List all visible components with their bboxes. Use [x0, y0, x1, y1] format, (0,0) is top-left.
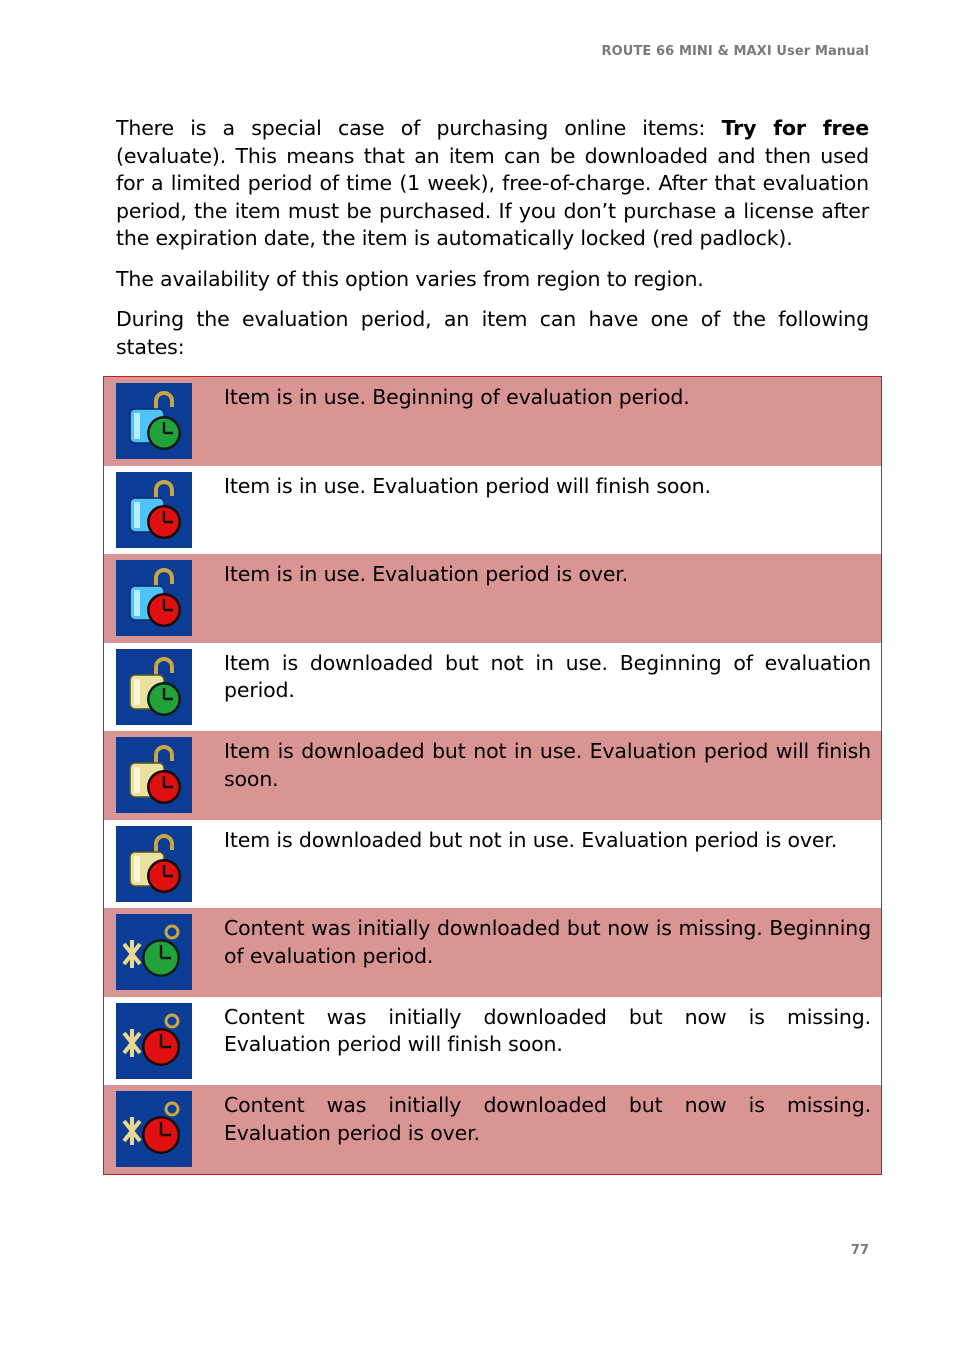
state-row: [104, 554, 881, 643]
padlock-open-yellow-red-clock-icon: [116, 737, 192, 813]
state-description: Content was initially downloaded but now is missing. Beginning of evaluation period.: [224, 916, 871, 968]
state-description: Content was initially downloaded but now is missing. Evaluation period is over.: [224, 1093, 871, 1145]
padlock-open-yellow-green-clock-icon: [116, 649, 192, 725]
body-text: [116, 115, 869, 374]
state-description: Content was initially downloaded but now is missing. Evaluation period will finish soon.: [224, 1004, 871, 1056]
state-description: Item is downloaded but not in use. Beginning of evaluation period.: [224, 650, 871, 702]
intro-p1-start: There is a special case of purchasing online items:: [116, 116, 722, 140]
evaluation-states-table: [103, 376, 882, 1175]
state-description: Item is downloaded but not in use. Evaluation period will finish soon.: [224, 739, 871, 791]
state-row: [104, 731, 881, 820]
running-header: ROUTE 66 MINI & MAXI User Manual: [601, 44, 869, 59]
intro-paragraph-3: During the evaluation period, an item can have one of the following states:: [116, 307, 869, 359]
state-description: Item is downloaded but not in use. Evaluation period is over.: [224, 827, 838, 852]
padlock-open-cyan-green-clock-icon: [116, 383, 192, 459]
state-row: [104, 643, 881, 732]
padlock-open-cyan-red-clock-icon: [116, 472, 192, 548]
intro-paragraph-2: The availability of this option varies from region to region.: [116, 266, 704, 291]
page-number: 77: [850, 1243, 869, 1258]
intro-paragraph-1: [116, 115, 869, 253]
missing-content-red-clock-icon: [116, 1091, 192, 1167]
state-row: [104, 997, 881, 1086]
try-for-free-term: Try for free: [721, 116, 869, 140]
state-row: [104, 1085, 881, 1174]
state-row: [104, 466, 881, 555]
missing-content-red-clock-icon: [116, 1003, 192, 1079]
state-row: [104, 820, 881, 909]
state-row: [104, 908, 881, 997]
padlock-open-cyan-red-clock-icon: [116, 560, 192, 636]
state-row: [104, 377, 881, 466]
state-description: Item is in use. Evaluation period will finish soon.: [224, 473, 711, 498]
state-description: Item is in use. Evaluation period is over.: [224, 562, 629, 586]
missing-content-green-clock-icon: [116, 914, 192, 990]
state-description: Item is in use. Beginning of evaluation period.: [224, 385, 690, 409]
padlock-open-yellow-red-clock-icon: [116, 826, 192, 902]
intro-p1-end: (evaluate). This means that an item can be downloaded and then used for a limited period of time (1 week), free-of-charge. After that evaluation period, the item must be purchased. If you don’t purchase a license after the expiration date, the item is automatically locked (red padlock).: [116, 143, 869, 250]
